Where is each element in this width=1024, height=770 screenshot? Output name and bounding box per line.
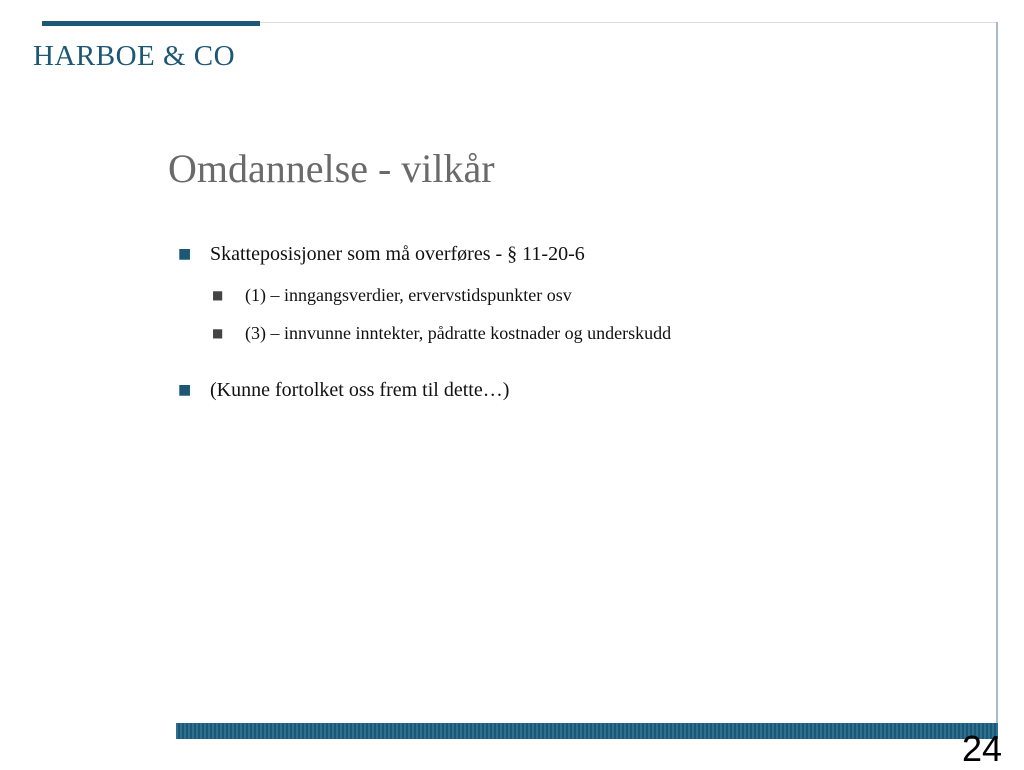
bullet-item [178,379,509,402]
slide-title: Omdannelse - vilkår [168,146,495,191]
page-number: 24 [962,728,1003,769]
square-bullet-icon: ■ [212,288,224,302]
bullet-text: Skatteposisjoner som må overføres - § 11-20-6 [210,243,585,265]
bullet-text: (Kunne fortolket oss frem til dette…) [210,379,510,401]
footer-bar [176,723,998,739]
header-accent-rule [42,21,260,26]
sub-bullet-item [212,323,671,344]
square-bullet-icon: ■ [212,326,224,340]
sub-bullet-text: (1) – inngangsverdier, ervervstidspunkter osv [245,285,572,305]
company-logo: HARBOE & CO [33,40,236,72]
header-thin-rule [260,22,998,23]
square-bullet-icon: ■ [178,382,192,398]
square-bullet-icon: ■ [178,246,192,262]
right-margin-rule [996,22,998,730]
sub-bullet-item [212,285,572,306]
sub-bullet-text: (3) – innvunne inntekter, pådratte kostnader og underskudd [245,323,672,343]
bullet-item [178,243,585,266]
